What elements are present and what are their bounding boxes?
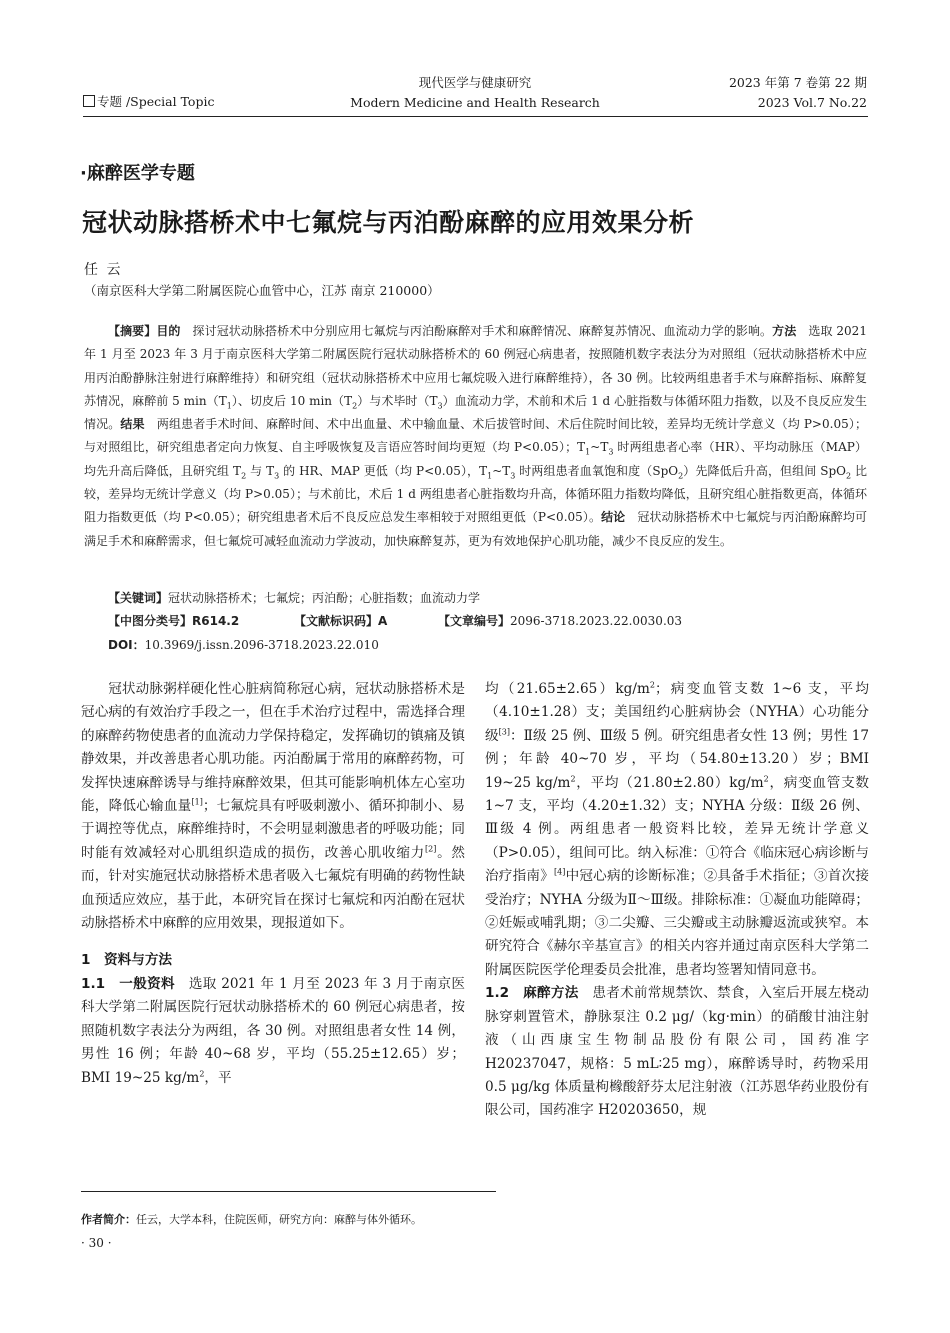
issue-en: 2023 Vol.7 No.22 (757, 95, 867, 110)
abstract: 【摘要】目的 探讨冠状动脉搭桥术中分别应用七氟烷与丙泊酚麻醉对手术和麻醉情况、麻醉复苏情况、血流动力学的影响。方法 选取 2021 年 1 月至 2023 年 3 月于南京医科大学第二附属医院行冠状动脉搭桥术的 60 例冠心病患者，按照随机数字表法分为对照组（冠状动脉搭桥术中应用丙泊酚静脉注射进行麻醉维持）和研究组（冠状动脉搭桥术中应用七氟烷吸入进行麻醉维持），各 30 例。比较两组患者手术与麻醉指标、麻醉复苏情况，麻醉前 5 $\min(T_1)$、切皮后 10 $\min(T_2)$与术毕时$(T_3)$血流动力学，术前和术后 1 d 心脏指数与体循环阻力指数，以及不良反应发生情况。结果 两组患者手术时间、麻醉时间、术中出血量、术中输血量、术后拔管时间、术后住院时间比较，差异均无统计学意义（均 P>0.05）；与对照组比，研究组患者定向力恢复、自主呼吸恢复及言语应答时间均更短（均 P<0.05）；$T_1\sim T_3$ 时两组患者心率（HR）、平均动脉压（MAP）均先升高后降低，且研究组 $T_2$ 与 $T_3$ 的 HR、MAP 更低（均 P<0.05），$T_1\sim T_3$ 时两组患者血氧饱和度（SpO$_2$）先降低后升高，但组间 SpO$_2$ 比较，差异均无统计学意义（均 P>0.05）；与术前比，术后 1 d 两组患者心脏指数均升高，体循环阻力指数均降低，且研究组心脏指数更高，体循环阻力指数更低（均 P<0.05）；研究组患者术后不良反应总发生率相较于对照组更低（P<0.05）。结论 冠状动脉搭桥术中七氟烷与丙泊酚麻醉均可满足手术和麻醉需求，但七氟烷可减轻血流动力学波动，加快麻醉复苏，更为有效地保护心肌功能，减少不良反应的发生。 (84, 324, 868, 548)
column-label: 专题 /Special Topic (83, 93, 214, 111)
journal-name-en: Modern Medicine and Health Research (350, 95, 600, 110)
section-1-1: 1.1 一般资料 选取 2021 年 1 月至 2023 年 3 月于南京医科大学第二附属医院行冠状动脉搭桥术的 60 例冠心病患者，按照随机数字表法分为两组，各 30 例。对照组患者女性 14 例，男性 16 例；年龄 40~68 岁，平均（55.25±12.65）岁；BMI 19~25 $kg/m^2$，平 (81, 975, 465, 1086)
page-title: 冠状动脉搭桥术中七氟烷与丙泊酚麻醉的应用效果分析 (82, 208, 695, 237)
page-number: · 30 · (81, 1236, 112, 1250)
header-rule (83, 116, 868, 117)
doi: DOI：10.3969/j.issn.2096-3718.2023.22.010 (108, 638, 379, 652)
left-column (81, 678, 465, 1090)
intro-paragraph: 冠状动脉粥样硬化性心脏病简称冠心病，冠状动脉搭桥术是冠心病的有效治疗手段之一，但在手术治疗过程中，需选择合理的麻醉药物使患者的血流动力学保持稳定，发挥确切的镇痛及镇静效果，并改善患者心肌功能。丙泊酚属于常用的麻醉药物，可发挥快速麻醉诱导与维持麻醉效果，但其可能影响机体左心室功能，降低心输血量[1]；七氟烷具有呼吸刺激小、循环抑制小、易于调控等优点，麻醉维持时，不会明显刺激患者的呼吸功能；同时能有效减轻对心肌组织造成的损伤，改善心肌收缩力[2]。然而，针对实施冠状动脉搭桥术患者吸入七氟烷有明确的药物性缺血预适应效应，基于此，本研究旨在探讨七氟烷和丙泊酚在冠状动脉搭桥术中麻醉的应用效果，现报道如下。 (81, 681, 466, 932)
heading-1: 1 资料与方法 (81, 952, 173, 969)
journal-name-cn: 现代医学与健康研究 (418, 75, 532, 90)
section-label: ·麻醉医学专题 (80, 163, 195, 184)
classification: 【中图分类号】R614.2 【文献标识码】A 【文章编号】2096-3718.2023.22.0030.03 (108, 614, 683, 628)
general-data-continued: 均$(21.65\pm 2.65)kg/m^2$；病变血管支数 1~6 支，平均（4.10±1.28）支；美国纽约心脏病协会（NYHA）心功能分级[3]：Ⅱ级 25 例、Ⅲ级 5 例。研究组患者女性 13 例；男性 17 例；年龄 40~70 岁，平均（54.80±13.20）岁；BMI 19~25 $kg/m^2$，平均$(21.80\pm 2.80)kg/m^2$，病变血管支数 1~7 支，平均（4.20±1.32）支；NYHA 分级：Ⅱ级 26 例、Ⅲ级 4 例。两组患者一般资料比较，差异无统计学意义（P>0.05），组间可比。纳入标准：①符合《临床冠心病诊断与治疗指南》[4]中冠心病的诊断标准；②具备手术指征；③首次接受治疗；NYHA 分级为Ⅱ～Ⅲ级。排除标准：①凝血功能障碍；②妊娠或哺乳期；③二尖瓣、三尖瓣或主动脉瓣返流或狭窄。本研究符合《赫尔辛基宣言》的相关内容并通过南京医科大学第二附属医院医学伦理委员会批准，患者均签署知情同意书。 (485, 680, 870, 978)
keywords: 【关键词】冠状动脉搭桥术；七氟烷；丙泊酚；心脏指数；血流动力学 (108, 591, 481, 605)
affiliation: （南京医科大学第二附属医院心血管中心，江苏 南京 210000） (84, 283, 440, 298)
issue-cn: 2023 年第 7 卷第 22 期 (728, 75, 867, 90)
right-column (485, 678, 869, 1123)
author-footnote: 作者简介：任云，大学本科，住院医师，研究方向：麻醉与体外循环。 (81, 1213, 422, 1226)
section-1-2: 1.2 麻醉方法 患者术前常规禁饮、禁食，入室后开展左桡动脉穿刺置管术，静脉泵注 0.2 μg/（kg·min）的硝酸甘油注射液（山西康宝生物制品股份有限公司，国药准字 H20237047，规格：5 mL∶25 mg），麻醉诱导时，药物采用 0.5 μg/kg 体质量枸橼酸舒芬太尼注射液（江苏恩华药业股份有限公司，国药准字 H20203650，规 (485, 985, 869, 1119)
author: 任 云 (84, 262, 123, 278)
footnote-rule (81, 1191, 496, 1192)
